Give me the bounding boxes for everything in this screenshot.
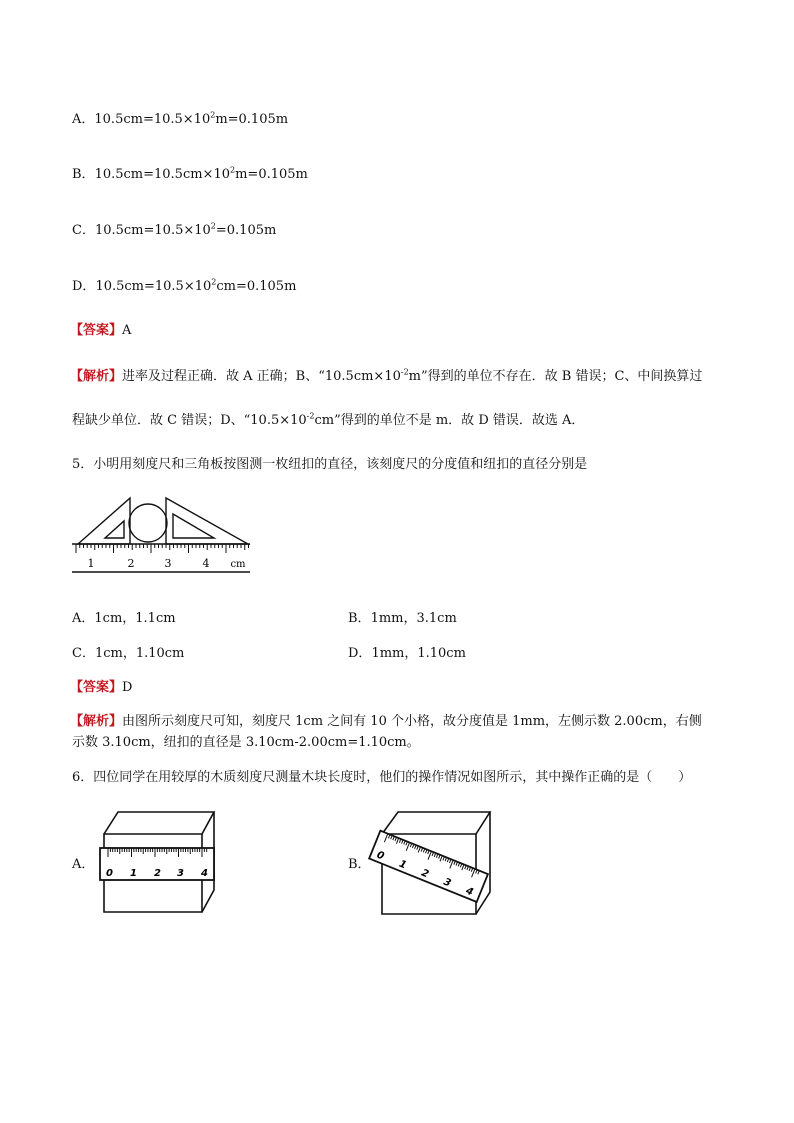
ruler-b-num-4: 4: [464, 885, 475, 899]
ruler-label-2: 2: [127, 557, 135, 570]
ruler-body: [72, 544, 250, 572]
answer-tag: 【答案】: [70, 680, 123, 695]
q5-option-c: C．1cm，1.10cm: [72, 646, 185, 661]
ruler-a-num-2: 2: [154, 868, 161, 879]
ruler-label-4: 4: [202, 557, 210, 570]
q4-answer: 【答案】A: [70, 323, 132, 338]
button-circle: [129, 504, 167, 542]
q4-option-b: B．$10.5cm=10.5cm\times 10^2m=0.105m$: [72, 165, 308, 182]
ruler-b-num-0: 0: [375, 849, 386, 863]
ruler-b: [369, 831, 488, 902]
q4-option-d: D．$10.5cm=10.5\times 10^2cm=0.105m$: [72, 277, 297, 294]
q5-question: 5．小明用刻度尺和三角板按图测一枚纽扣的直径，该刻度尺的分度值和纽扣的直径分别是: [72, 457, 588, 472]
ruler-a: [100, 848, 214, 880]
q5-option-a: A．1cm，1.1cm: [72, 611, 176, 626]
answer-tag: 【答案】: [70, 323, 123, 338]
ruler-b-num-3: 3: [441, 876, 453, 890]
q6-question: 6．四位同学在用较厚的木质刻度尺测量木块长度时，他们的操作情况如图所示，其中操作正确的是（ ）: [72, 770, 692, 785]
figure-a-block-ruler: [98, 806, 220, 916]
q4-analysis-line2: 程缺少单位．故 C 错误；D、“$10.5\times 10^{-2}cm$”得到的单位不是 m．故 D 错误．故选 A．: [72, 411, 585, 428]
q5-option-d: D．1mm，1.10cm: [348, 646, 466, 661]
ruler-a-num-4: 4: [201, 868, 208, 879]
ruler-a-num-0: 0: [106, 868, 113, 879]
ruler-b-num-2: 2: [419, 867, 431, 881]
ruler-label-3: 3: [164, 557, 172, 570]
ruler-ticks: [76, 544, 249, 553]
q5-analysis-line1: 【解析】由图所示刻度尺可知，刻度尺 1cm 之间有 10 个小格，故分度值是 1mm，左侧示数 2.00cm，右侧: [70, 714, 702, 729]
ruler-label-cm: cm: [230, 559, 246, 570]
figure-b-block-ruler: [368, 806, 498, 918]
ruler-b-num-1: 1: [397, 858, 408, 872]
right-set-square: [166, 498, 248, 544]
q4-option-c: C．$10.5cm=10.5\times 10^2=0.105m$: [72, 221, 277, 238]
q6-option-b-label: B．: [348, 857, 371, 872]
ruler-a-num-1: 1: [130, 868, 137, 879]
q5-option-b: B．1mm，3.1cm: [348, 611, 457, 626]
q4-option-a: A．$10.5cm=10.5\times 10^2m=0.105m$: [72, 110, 289, 127]
q4-analysis-line1: 【解析】进率及过程正确．故 A 正确；B、“$10.5cm\times 10^{-2}m$”得到的单位不存在．故 B 错误；C、中间换算过: [70, 367, 703, 384]
q6-option-a-label: A．: [72, 857, 95, 872]
analysis-tag: 【解析】: [70, 714, 123, 729]
ruler-label-1: 1: [87, 557, 95, 570]
ruler-button-figure: [72, 492, 252, 580]
analysis-tag: 【解析】: [70, 369, 123, 384]
q5-answer: 【答案】D: [70, 680, 133, 695]
left-set-square: [78, 498, 130, 544]
q5-analysis-line2: 示数 3.10cm，纽扣的直径是 3.10cm-2.00cm=1.10cm。: [72, 735, 420, 750]
ruler-a-num-3: 3: [177, 868, 184, 879]
